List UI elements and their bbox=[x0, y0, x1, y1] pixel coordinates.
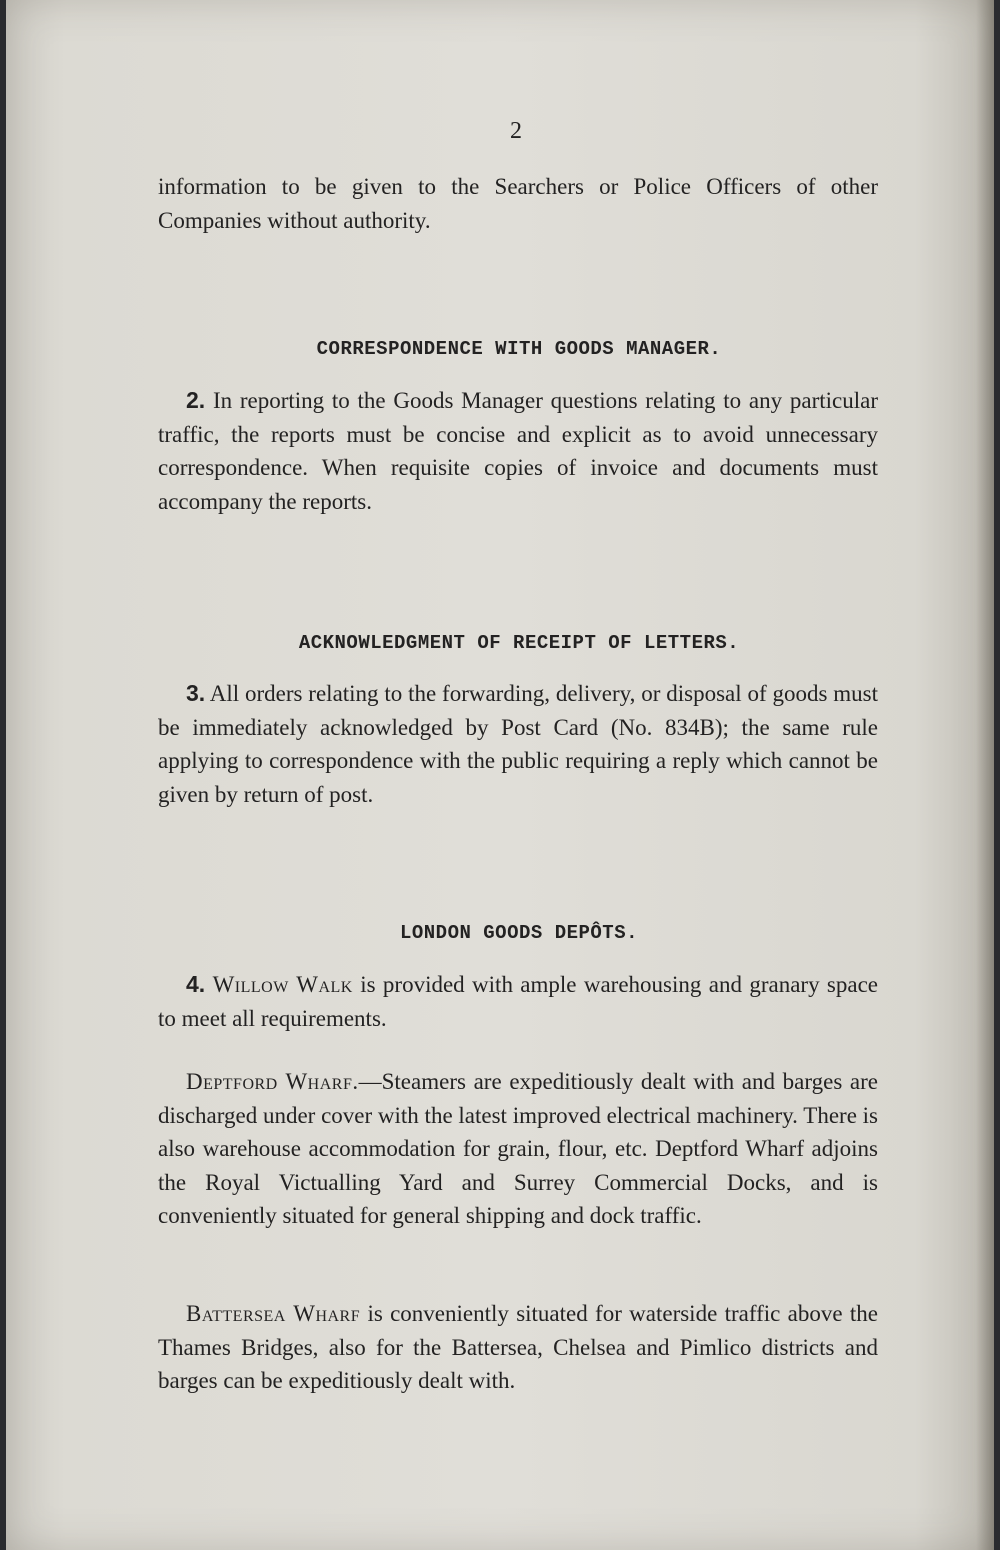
place-name: Battersea Wharf bbox=[186, 1301, 361, 1326]
section-number: 3. bbox=[186, 680, 206, 706]
page-spine-shadow bbox=[976, 0, 994, 1550]
section-heading-london-depots: LONDON GOODS DEPÔTS. bbox=[399, 922, 639, 944]
section-paragraph-4 bbox=[158, 968, 878, 1035]
document-page bbox=[6, 0, 994, 1550]
battersea-paragraph bbox=[158, 1297, 878, 1398]
paragraph-text: —Steamers are expeditiously dealt with and barges are discharged under cover with the latest improved electrical machinery. There is also warehouse accommodation for grain, flour, etc. Deptford Wharf adjoins the Royal Victualling Yard and Surrey Commercial Docks, and is conveniently situated for general shipping and dock traffic. bbox=[158, 1069, 878, 1228]
page-number: 2 bbox=[510, 118, 522, 144]
section-text: In reporting to the Goods Manager questions relating to any particular traffic, the reports must be concise and explicit as to avoid unnecessary correspondence. When requisite copies of invoice and documents must accompany the reports. bbox=[158, 388, 878, 514]
deptford-paragraph bbox=[158, 1065, 878, 1233]
place-name: Willow Walk bbox=[212, 972, 353, 997]
section-heading-correspondence: CORRESPONDENCE WITH GOODS MANAGER. bbox=[316, 338, 722, 360]
section-number: 4. bbox=[186, 971, 206, 997]
place-name: Deptford Wharf. bbox=[186, 1069, 359, 1094]
section-number: 2. bbox=[186, 387, 206, 413]
section-heading-acknowledgment: ACKNOWLEDGMENT OF RECEIPT OF LETTERS. bbox=[298, 632, 740, 654]
section-paragraph-2 bbox=[158, 384, 878, 518]
section-paragraph-3 bbox=[158, 677, 878, 811]
section-text: is provided with ample warehousing and granary space to meet all requirements. bbox=[158, 972, 879, 1031]
paragraph-text: is conveniently situated for waterside traffic above the Thames Bridges, also for the Battersea, Chelsea and Pimlico districts and barges can be expeditiously dealt with. bbox=[158, 1301, 878, 1393]
section-text: All orders relating to the forwarding, delivery, or disposal of goods must be immediately acknowledged by Post Card (No. 834B); the same rule applying to correspondence with the public requiring a reply which cannot be given by return of post. bbox=[158, 681, 879, 807]
continuation-paragraph: information to be given to the Searchers or Police Officers of other Companies without authority. bbox=[158, 174, 878, 233]
